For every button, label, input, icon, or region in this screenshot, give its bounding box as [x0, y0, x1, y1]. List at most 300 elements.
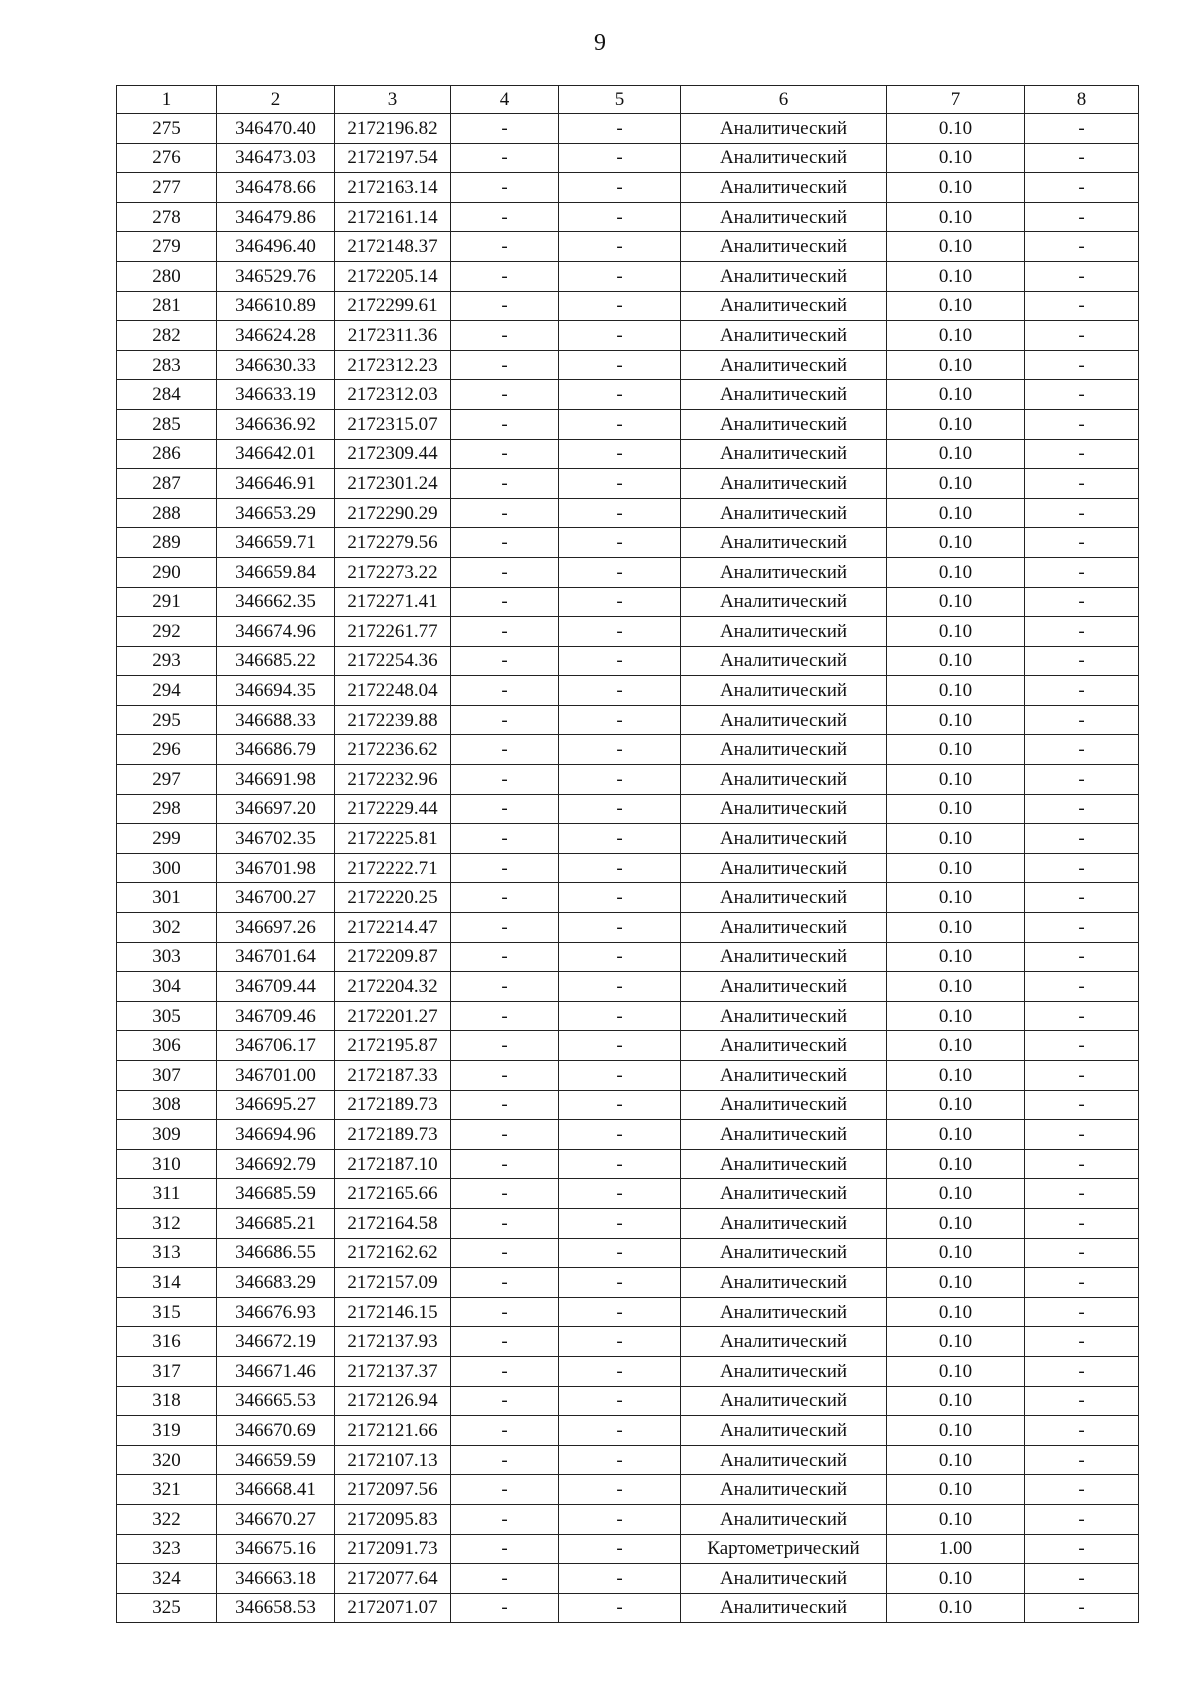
table-cell: 308 — [117, 1090, 217, 1120]
table-cell: Аналитический — [681, 913, 887, 943]
table-cell: - — [559, 1031, 681, 1061]
table-cell: - — [559, 557, 681, 587]
table-cell: - — [451, 1386, 559, 1416]
table-cell: 0.10 — [887, 321, 1025, 351]
table-cell: - — [451, 1416, 559, 1446]
table-cell: - — [451, 469, 559, 499]
table-cell: Аналитический — [681, 1268, 887, 1298]
table-cell: 325 — [117, 1593, 217, 1623]
table-cell: 306 — [117, 1031, 217, 1061]
table-cell: - — [1025, 617, 1139, 647]
table-cell: 2172165.66 — [335, 1179, 451, 1209]
table-row — [117, 1475, 1139, 1505]
table-cell: 2172290.29 — [335, 498, 451, 528]
table-cell: 280 — [117, 261, 217, 291]
table-cell: - — [559, 913, 681, 943]
table-row — [117, 1416, 1139, 1446]
table-cell: Аналитический — [681, 587, 887, 617]
table-cell: Аналитический — [681, 646, 887, 676]
table-row — [117, 291, 1139, 321]
table-cell: Аналитический — [681, 261, 887, 291]
header-row — [117, 86, 1139, 114]
table-cell: - — [559, 1268, 681, 1298]
table-row — [117, 794, 1139, 824]
table-row — [117, 705, 1139, 735]
table-cell: - — [451, 1297, 559, 1327]
table-cell: - — [451, 321, 559, 351]
table-cell: - — [1025, 1031, 1139, 1061]
table-row — [117, 557, 1139, 587]
table-cell: 0.10 — [887, 1120, 1025, 1150]
table-cell: Аналитический — [681, 705, 887, 735]
table-cell: 2172071.07 — [335, 1593, 451, 1623]
table-cell: 2172214.47 — [335, 913, 451, 943]
table-cell: - — [451, 114, 559, 144]
table-cell: 2172163.14 — [335, 173, 451, 203]
table-cell: - — [1025, 972, 1139, 1002]
table-cell: - — [1025, 1327, 1139, 1357]
table-row — [117, 1297, 1139, 1327]
table-cell: - — [1025, 469, 1139, 499]
table-cell: - — [451, 972, 559, 1002]
table-cell: - — [559, 143, 681, 173]
table-cell: - — [1025, 498, 1139, 528]
table-cell: Аналитический — [681, 1475, 887, 1505]
table-cell: 2172187.33 — [335, 1061, 451, 1091]
table-cell: Аналитический — [681, 972, 887, 1002]
table-cell: - — [451, 1504, 559, 1534]
table-cell: - — [1025, 942, 1139, 972]
table-cell: 346636.92 — [217, 409, 335, 439]
table-row — [117, 409, 1139, 439]
table-cell: - — [559, 439, 681, 469]
table-cell: - — [1025, 291, 1139, 321]
table-cell: Аналитический — [681, 1504, 887, 1534]
table-cell: - — [559, 1090, 681, 1120]
table-cell: 0.10 — [887, 173, 1025, 203]
table-cell: - — [1025, 587, 1139, 617]
table-cell: 346659.71 — [217, 528, 335, 558]
table-cell: - — [1025, 1564, 1139, 1594]
table-cell: Аналитический — [681, 1061, 887, 1091]
table-cell: - — [451, 1061, 559, 1091]
table-cell: - — [559, 587, 681, 617]
table-cell: 0.10 — [887, 1061, 1025, 1091]
table-cell: 2172148.37 — [335, 232, 451, 262]
table-row — [117, 646, 1139, 676]
table-cell: - — [559, 1120, 681, 1150]
table-cell: 346473.03 — [217, 143, 335, 173]
table-cell: Аналитический — [681, 321, 887, 351]
table-cell: - — [451, 1475, 559, 1505]
table-cell: 0.10 — [887, 380, 1025, 410]
table-cell: - — [451, 1445, 559, 1475]
table-cell: 0.10 — [887, 705, 1025, 735]
table-cell: Аналитический — [681, 232, 887, 262]
table-cell: 312 — [117, 1208, 217, 1238]
table-cell: 2172091.73 — [335, 1534, 451, 1564]
table-cell: - — [1025, 350, 1139, 380]
table-cell: 2172312.03 — [335, 380, 451, 410]
table-cell: 313 — [117, 1238, 217, 1268]
table-cell: Аналитический — [681, 735, 887, 765]
table-cell: 293 — [117, 646, 217, 676]
table-cell: 2172201.27 — [335, 1001, 451, 1031]
table-cell: - — [1025, 765, 1139, 795]
table-cell: 276 — [117, 143, 217, 173]
table-cell: - — [559, 291, 681, 321]
table-cell: 0.10 — [887, 557, 1025, 587]
table-cell: 2172187.10 — [335, 1149, 451, 1179]
table-cell: 300 — [117, 853, 217, 883]
table-cell: 2172299.61 — [335, 291, 451, 321]
table-cell: 0.10 — [887, 1445, 1025, 1475]
table-cell: 0.10 — [887, 1031, 1025, 1061]
table-cell: 0.10 — [887, 794, 1025, 824]
table-cell: 346659.59 — [217, 1445, 335, 1475]
table-cell: Аналитический — [681, 469, 887, 499]
table-cell: Аналитический — [681, 1120, 887, 1150]
table-cell: Аналитический — [681, 1031, 887, 1061]
table-cell: - — [451, 380, 559, 410]
table-cell: - — [451, 173, 559, 203]
table-cell: Аналитический — [681, 439, 887, 469]
table-cell: - — [1025, 114, 1139, 144]
table-cell: 281 — [117, 291, 217, 321]
table-cell: 0.10 — [887, 1475, 1025, 1505]
table-row — [117, 173, 1139, 203]
table-row — [117, 350, 1139, 380]
table-cell: Аналитический — [681, 824, 887, 854]
table-cell: - — [559, 617, 681, 647]
table-cell: - — [451, 261, 559, 291]
table-cell: 307 — [117, 1061, 217, 1091]
table-cell: 346695.27 — [217, 1090, 335, 1120]
table-row — [117, 202, 1139, 232]
table-cell: Аналитический — [681, 853, 887, 883]
table-cell: - — [1025, 1297, 1139, 1327]
table-cell: - — [1025, 261, 1139, 291]
table-cell: 2172189.73 — [335, 1120, 451, 1150]
table-cell: Аналитический — [681, 942, 887, 972]
table-header — [117, 86, 1139, 114]
table-cell: 318 — [117, 1386, 217, 1416]
table-cell: - — [451, 1031, 559, 1061]
table-cell: 346709.46 — [217, 1001, 335, 1031]
table-cell: - — [451, 1356, 559, 1386]
table-cell: Аналитический — [681, 1416, 887, 1446]
table-cell: - — [451, 1090, 559, 1120]
table-cell: - — [451, 942, 559, 972]
table-cell: 0.10 — [887, 1001, 1025, 1031]
table-cell: 0.10 — [887, 261, 1025, 291]
table-cell: - — [559, 202, 681, 232]
column-header-2: 2 — [217, 86, 335, 114]
table-cell: 2172097.56 — [335, 1475, 451, 1505]
page-number: 9 — [594, 30, 606, 56]
table-cell: - — [1025, 1061, 1139, 1091]
table-cell: 346670.69 — [217, 1416, 335, 1446]
table-cell: - — [559, 528, 681, 558]
table-cell: - — [559, 765, 681, 795]
table-cell: - — [451, 1593, 559, 1623]
table-cell: 0.10 — [887, 350, 1025, 380]
table-cell: 346479.86 — [217, 202, 335, 232]
table-row — [117, 469, 1139, 499]
table-cell: - — [451, 1208, 559, 1238]
table-cell: 290 — [117, 557, 217, 587]
table-cell: 346686.79 — [217, 735, 335, 765]
table-cell: 2172315.07 — [335, 409, 451, 439]
table-cell: - — [451, 794, 559, 824]
table-cell: 2172279.56 — [335, 528, 451, 558]
table-cell: - — [1025, 676, 1139, 706]
table-row — [117, 1208, 1139, 1238]
table-row — [117, 528, 1139, 558]
table-cell: 0.10 — [887, 1593, 1025, 1623]
table-cell: - — [559, 1416, 681, 1446]
table-cell: - — [451, 498, 559, 528]
table-cell: - — [559, 972, 681, 1002]
table-cell: - — [559, 1504, 681, 1534]
table-cell: - — [451, 853, 559, 883]
table-cell: 346700.27 — [217, 883, 335, 913]
table-cell: 2172077.64 — [335, 1564, 451, 1594]
table-cell: 298 — [117, 794, 217, 824]
table-cell: 346706.17 — [217, 1031, 335, 1061]
table-cell: - — [559, 735, 681, 765]
table-cell: 2172095.83 — [335, 1504, 451, 1534]
table-row — [117, 1356, 1139, 1386]
table-cell: Аналитический — [681, 143, 887, 173]
table-cell: 0.10 — [887, 1268, 1025, 1298]
table-cell: 0.10 — [887, 439, 1025, 469]
table-cell: 0.10 — [887, 853, 1025, 883]
table-cell: Аналитический — [681, 794, 887, 824]
table-cell: 0.10 — [887, 469, 1025, 499]
table-cell: - — [451, 1179, 559, 1209]
table-cell: Аналитический — [681, 1001, 887, 1031]
table-cell: 346701.98 — [217, 853, 335, 883]
table-row — [117, 1031, 1139, 1061]
table-cell: 317 — [117, 1356, 217, 1386]
table-cell: 2172107.13 — [335, 1445, 451, 1475]
table-cell: 346670.27 — [217, 1504, 335, 1534]
table-cell: - — [1025, 1356, 1139, 1386]
table-row — [117, 321, 1139, 351]
table-row — [117, 676, 1139, 706]
table-cell: 305 — [117, 1001, 217, 1031]
table-cell: 0.10 — [887, 1179, 1025, 1209]
table-cell: 0.10 — [887, 1564, 1025, 1594]
table-cell: 2172254.36 — [335, 646, 451, 676]
table-cell: 0.10 — [887, 498, 1025, 528]
table-cell: 346701.64 — [217, 942, 335, 972]
table-cell: 297 — [117, 765, 217, 795]
table-cell: Аналитический — [681, 114, 887, 144]
table-cell: - — [1025, 409, 1139, 439]
table-cell: 346630.33 — [217, 350, 335, 380]
table-cell: - — [559, 942, 681, 972]
table-cell: 2172195.87 — [335, 1031, 451, 1061]
table-cell: 2172222.71 — [335, 853, 451, 883]
table-cell: 346688.33 — [217, 705, 335, 735]
table-cell: Картометрический — [681, 1534, 887, 1564]
table-cell: 303 — [117, 942, 217, 972]
table-cell: Аналитический — [681, 350, 887, 380]
table-cell: Аналитический — [681, 1208, 887, 1238]
table-row — [117, 498, 1139, 528]
table-cell: - — [1025, 1534, 1139, 1564]
table-cell: - — [559, 1445, 681, 1475]
table-cell: - — [1025, 1504, 1139, 1534]
table-cell: - — [559, 1534, 681, 1564]
table-cell: 346671.46 — [217, 1356, 335, 1386]
table-cell: 2172225.81 — [335, 824, 451, 854]
table-cell: 314 — [117, 1268, 217, 1298]
table-cell: 346496.40 — [217, 232, 335, 262]
table-cell: 292 — [117, 617, 217, 647]
table-cell: - — [451, 1149, 559, 1179]
table-cell: 0.10 — [887, 291, 1025, 321]
table-cell: Аналитический — [681, 1327, 887, 1357]
table-cell: - — [451, 1001, 559, 1031]
table-cell: 2172236.62 — [335, 735, 451, 765]
table-cell: - — [559, 1149, 681, 1179]
table-cell: - — [559, 1327, 681, 1357]
table-cell: 2172301.24 — [335, 469, 451, 499]
table-cell: 2172137.93 — [335, 1327, 451, 1357]
table-cell: 310 — [117, 1149, 217, 1179]
table-row — [117, 1001, 1139, 1031]
table-cell: 324 — [117, 1564, 217, 1594]
table-cell: 304 — [117, 972, 217, 1002]
table-cell: - — [451, 1238, 559, 1268]
table-cell: 2172157.09 — [335, 1268, 451, 1298]
table-cell: 0.10 — [887, 883, 1025, 913]
table-cell: 301 — [117, 883, 217, 913]
coordinates-table — [116, 85, 1139, 1623]
table-cell: - — [1025, 557, 1139, 587]
table-row — [117, 972, 1139, 1002]
table-cell: 0.10 — [887, 1386, 1025, 1416]
table-cell: 2172196.82 — [335, 114, 451, 144]
table-cell: 346470.40 — [217, 114, 335, 144]
table-cell: 2172220.25 — [335, 883, 451, 913]
table-row — [117, 1238, 1139, 1268]
table-cell: - — [559, 1297, 681, 1327]
table-cell: - — [559, 232, 681, 262]
table-cell: 346663.18 — [217, 1564, 335, 1594]
table-cell: - — [1025, 913, 1139, 943]
table-cell: - — [1025, 1445, 1139, 1475]
table-cell: 2172121.66 — [335, 1416, 451, 1446]
table-cell: - — [559, 173, 681, 203]
table-cell: 299 — [117, 824, 217, 854]
table-cell: - — [1025, 883, 1139, 913]
table-cell: 275 — [117, 114, 217, 144]
table-cell: 0.10 — [887, 587, 1025, 617]
table-cell: 295 — [117, 705, 217, 735]
table-cell: 296 — [117, 735, 217, 765]
table-cell: 285 — [117, 409, 217, 439]
table-cell: - — [1025, 1149, 1139, 1179]
table-cell: - — [451, 409, 559, 439]
table-row — [117, 1564, 1139, 1594]
table-cell: - — [559, 1356, 681, 1386]
table-row — [117, 114, 1139, 144]
table-cell: 284 — [117, 380, 217, 410]
table-cell: - — [451, 439, 559, 469]
table-cell: 0.10 — [887, 972, 1025, 1002]
table-row — [117, 587, 1139, 617]
table-cell: 346668.41 — [217, 1475, 335, 1505]
table-cell: 2172189.73 — [335, 1090, 451, 1120]
table-cell: 0.10 — [887, 913, 1025, 943]
table-cell: - — [1025, 1238, 1139, 1268]
table-row — [117, 1268, 1139, 1298]
table-cell: Аналитический — [681, 1356, 887, 1386]
table-cell: 2172311.36 — [335, 321, 451, 351]
table-cell: - — [1025, 1268, 1139, 1298]
table-cell: 0.10 — [887, 942, 1025, 972]
table-cell: 346709.44 — [217, 972, 335, 1002]
table-cell: Аналитический — [681, 1297, 887, 1327]
table-cell: 0.10 — [887, 676, 1025, 706]
table-cell: 2172248.04 — [335, 676, 451, 706]
table-cell: 311 — [117, 1179, 217, 1209]
table-cell: 346701.00 — [217, 1061, 335, 1091]
table-cell: 346653.29 — [217, 498, 335, 528]
table-cell: 283 — [117, 350, 217, 380]
table-cell: 2172309.44 — [335, 439, 451, 469]
table-cell: - — [1025, 1386, 1139, 1416]
column-header-7: 7 — [887, 86, 1025, 114]
table-cell: 2172137.37 — [335, 1356, 451, 1386]
table-cell: Аналитический — [681, 1179, 887, 1209]
table-cell: 346610.89 — [217, 291, 335, 321]
table-cell: 346529.76 — [217, 261, 335, 291]
table-cell: Аналитический — [681, 557, 887, 587]
table-cell: Аналитический — [681, 765, 887, 795]
table-cell: - — [451, 202, 559, 232]
table-cell: 0.10 — [887, 232, 1025, 262]
table-cell: 346692.79 — [217, 1149, 335, 1179]
table-cell: 0.10 — [887, 617, 1025, 647]
table-cell: 0.10 — [887, 646, 1025, 676]
table-cell: 0.10 — [887, 409, 1025, 439]
table-cell: - — [559, 409, 681, 439]
table-cell: - — [559, 1238, 681, 1268]
table-row — [117, 824, 1139, 854]
column-header-1: 1 — [117, 86, 217, 114]
table-cell: 0.10 — [887, 1416, 1025, 1446]
table-cell: 0.10 — [887, 1090, 1025, 1120]
table-cell: - — [559, 350, 681, 380]
table-row — [117, 439, 1139, 469]
table-cell: - — [559, 794, 681, 824]
table-cell: - — [451, 1534, 559, 1564]
table-cell: 2172161.14 — [335, 202, 451, 232]
table-cell: Аналитический — [681, 1149, 887, 1179]
table-row — [117, 1504, 1139, 1534]
table-cell: - — [559, 1061, 681, 1091]
table-cell: 346694.96 — [217, 1120, 335, 1150]
table-cell: 346675.16 — [217, 1534, 335, 1564]
table-cell: 282 — [117, 321, 217, 351]
table-cell: 2172197.54 — [335, 143, 451, 173]
table-cell: 279 — [117, 232, 217, 262]
